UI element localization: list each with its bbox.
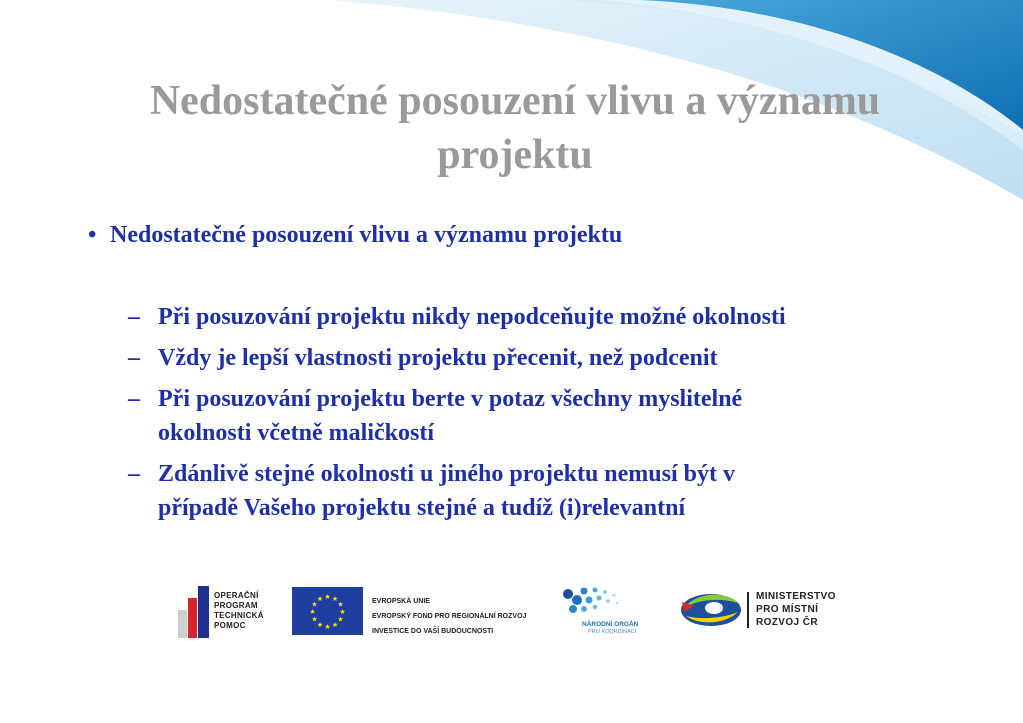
sub-bullet-text-cont: případě Vašeho projektu stejné a tudíž (i)relevantní [158, 495, 686, 521]
op-logo-text [214, 591, 264, 631]
main-bullet-text: Nedostatečné posouzení vlivu a významu projektu [110, 222, 623, 248]
sub-bullet-item [128, 457, 968, 525]
svg-text:★: ★ [324, 623, 331, 631]
eu-logo-line: INVESTICE DO VAŠÍ BUDOUCNOSTI [372, 628, 494, 635]
svg-text:★: ★ [311, 615, 318, 624]
footer-logos [170, 580, 870, 642]
sub-bullet-text: Zdánlivě stejné okolnosti u jiného projektu nemusí být v [158, 461, 735, 487]
dash-mark: – [128, 461, 140, 487]
mmr-logo-text [756, 590, 836, 629]
op-logo-line: POMOC [214, 621, 246, 630]
eu-logo-line: EVROPSKÝ FOND PRO REGIONÁLNÍ ROZVOJ [372, 613, 527, 620]
mmr-logo-line: PRO MÍSTNÍ [756, 604, 819, 615]
svg-text:★: ★ [311, 600, 318, 609]
sub-bullet-item [128, 300, 968, 334]
slide-content [88, 218, 968, 532]
eu-logo-text [372, 594, 526, 639]
sub-bullet-item [128, 341, 968, 375]
svg-text:★: ★ [337, 615, 344, 624]
mmr-logo-icon [678, 586, 744, 632]
sub-bullet-text-cont: okolnosti včetně maličkostí [158, 420, 434, 446]
op-logo-line: PROGRAM [214, 601, 258, 610]
svg-text:★: ★ [309, 608, 316, 616]
slide-title-line2: projektu [437, 132, 593, 178]
slide-title [40, 74, 990, 182]
svg-text:★: ★ [337, 600, 344, 609]
mmr-divider [747, 592, 749, 628]
dash-mark: – [128, 386, 140, 412]
main-bullet [88, 218, 968, 252]
eu-logo-line: EVROPSKÁ UNIE [372, 598, 430, 605]
dash-mark: – [128, 345, 140, 371]
eu-flag-icon [292, 587, 363, 635]
sub-bullet-list [128, 300, 968, 525]
bullet-mark: • [88, 222, 97, 248]
svg-text:★: ★ [316, 595, 324, 603]
svg-text:★: ★ [331, 595, 339, 603]
svg-text:★: ★ [331, 621, 339, 629]
mmr-logo-line: ROZVOJ ČR [756, 617, 818, 628]
slide-title-line1: Nedostatečné posouzení vlivu a významu [149, 78, 881, 124]
sub-bullet-text: Při posuzování projektu nikdy nepodceňujte možné okolnosti [158, 304, 786, 330]
mmr-logo-line: MINISTERSTVO [756, 591, 836, 602]
sub-bullet-text: Vždy je lepší vlastnosti projektu přecenit, než podcenit [158, 345, 718, 371]
svg-text:★: ★ [324, 593, 331, 601]
dash-mark: – [128, 304, 140, 330]
op-logo-line: OPERAČNÍ [214, 591, 259, 600]
svg-text:★: ★ [316, 621, 324, 629]
svg-text:★: ★ [339, 608, 346, 616]
sub-bullet-text: Při posuzování projektu berte v potaz všechny myslitelné [158, 386, 743, 412]
sub-bullet-item [128, 382, 968, 450]
narodni-organ-subtitle: PRO KOORDINACI [588, 629, 637, 635]
narodni-organ-title: NÁRODNÍ ORGÁN [582, 621, 639, 628]
op-logo-line: TECHNICKÁ [214, 611, 264, 620]
